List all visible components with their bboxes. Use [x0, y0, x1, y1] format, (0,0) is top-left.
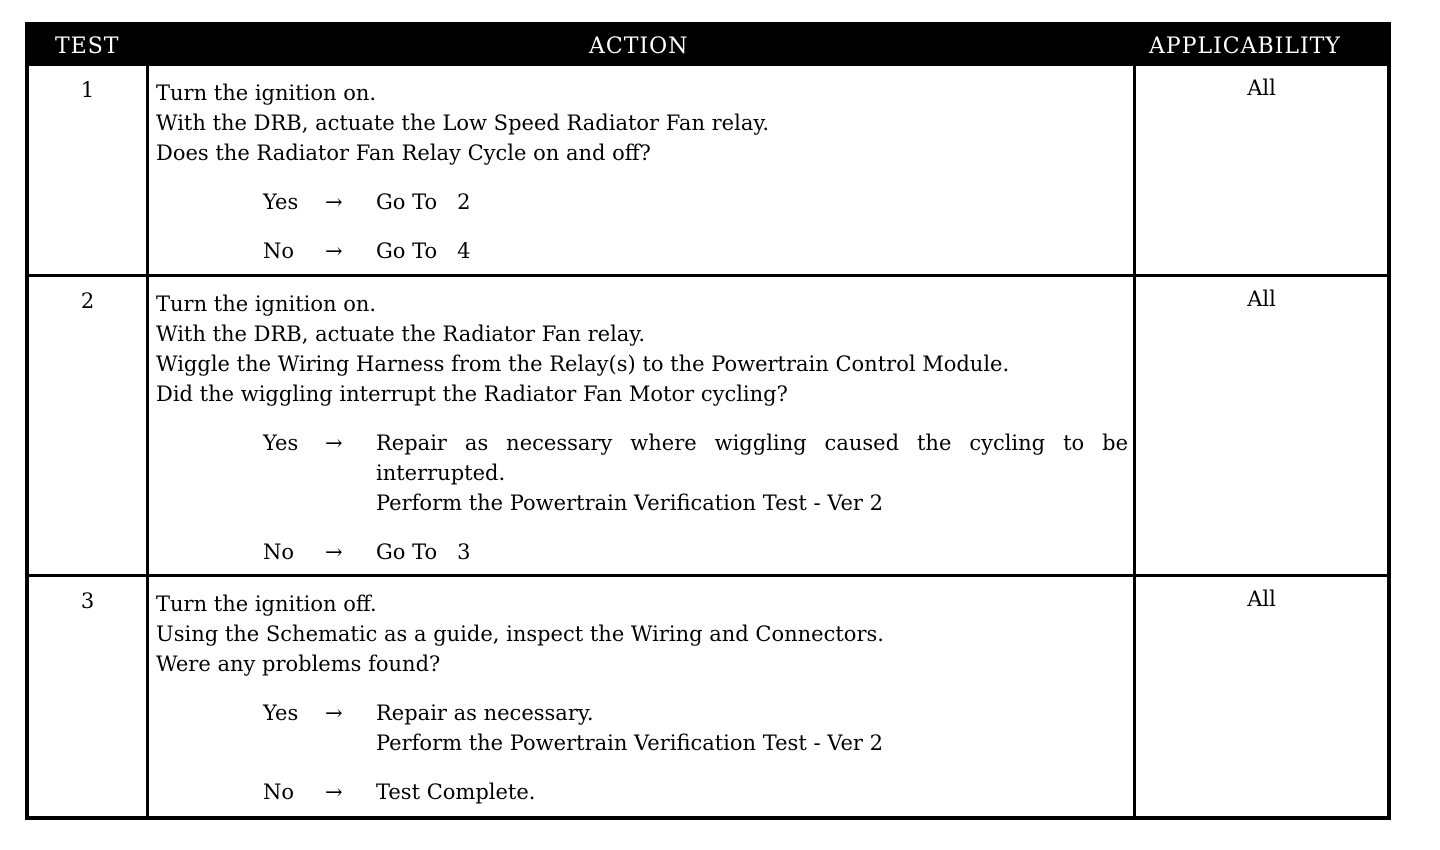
- instruction-line: With the DRB, actuate the Radiator Fan relay.: [156, 322, 646, 346]
- action-cell: [156, 589, 1128, 807]
- no-branch: [263, 777, 1128, 807]
- result-line: Repair as necessary.: [376, 701, 594, 725]
- no-label: No: [263, 540, 295, 564]
- table-header: [29, 26, 1387, 66]
- instruction-line: With the DRB, actuate the Low Speed Radiator Fan relay.: [156, 111, 770, 135]
- test-number: 3: [80, 589, 95, 613]
- arrow-icon: →: [325, 431, 343, 455]
- arrow-icon: →: [325, 540, 343, 564]
- no-result: [376, 537, 1128, 567]
- instruction-line: Did the wiggling interrupt the Radiator Fan Motor cycling?: [156, 382, 788, 406]
- table-row: [29, 66, 1387, 274]
- yes-branch: [263, 428, 1128, 518]
- applicability-cell: All: [1247, 287, 1276, 311]
- arrow-icon: →: [325, 239, 343, 263]
- table-row: [29, 577, 1387, 820]
- result-line: Go To 2: [376, 190, 471, 214]
- result-line: Go To 3: [376, 540, 471, 564]
- arrow-icon: →: [325, 780, 343, 804]
- yes-result: [376, 187, 1128, 217]
- result-line: Perform the Powertrain Verification Test - Ver 2: [376, 731, 883, 755]
- test-number: 2: [80, 289, 95, 313]
- action-cell: [156, 289, 1128, 567]
- result-line: Go To 4: [376, 239, 471, 263]
- yes-label: Yes: [263, 431, 299, 455]
- no-result: [376, 236, 1128, 266]
- result-line: Test Complete.: [376, 780, 536, 804]
- no-label: No: [263, 780, 295, 804]
- applicability-cell: All: [1247, 76, 1276, 100]
- instruction-line: Turn the ignition on.: [156, 81, 377, 105]
- instruction-line: Were any problems found?: [156, 652, 441, 676]
- yes-result: [376, 698, 1128, 758]
- no-result: [376, 777, 1128, 807]
- instruction-line: Turn the ignition on.: [156, 292, 377, 316]
- yes-label: Yes: [263, 190, 299, 214]
- diagnostic-test-table: [25, 22, 1391, 820]
- no-branch: [263, 236, 1128, 266]
- arrow-icon: →: [325, 701, 343, 725]
- yes-result: [376, 428, 1128, 518]
- applicability-cell: All: [1247, 587, 1276, 611]
- yes-branch: [263, 698, 1128, 758]
- no-label: No: [263, 239, 295, 263]
- instruction-line: Using the Schematic as a guide, inspect the Wiring and Connectors.: [156, 622, 884, 646]
- yes-label: Yes: [263, 701, 299, 725]
- table-row: [29, 277, 1387, 574]
- test-number: 1: [80, 78, 95, 102]
- yes-branch: [263, 187, 1128, 217]
- arrow-icon: →: [325, 190, 343, 214]
- header-action: ACTION: [589, 34, 689, 59]
- instruction-line: Turn the ignition off.: [156, 592, 377, 616]
- action-cell: [156, 78, 1128, 266]
- header-applicability: APPLICABILITY: [1149, 34, 1341, 59]
- no-branch: [263, 537, 1128, 567]
- instruction-line: Wiggle the Wiring Harness from the Relay(s) to the Powertrain Control Module.: [156, 352, 1010, 376]
- result-line: Perform the Powertrain Verification Test - Ver 2: [376, 491, 883, 515]
- header-test: TEST: [55, 34, 120, 59]
- instruction-line: Does the Radiator Fan Relay Cycle on and off?: [156, 141, 651, 165]
- result-line: Repair as necessary where wiggling caused the cycling to be interrupted.: [376, 431, 1128, 485]
